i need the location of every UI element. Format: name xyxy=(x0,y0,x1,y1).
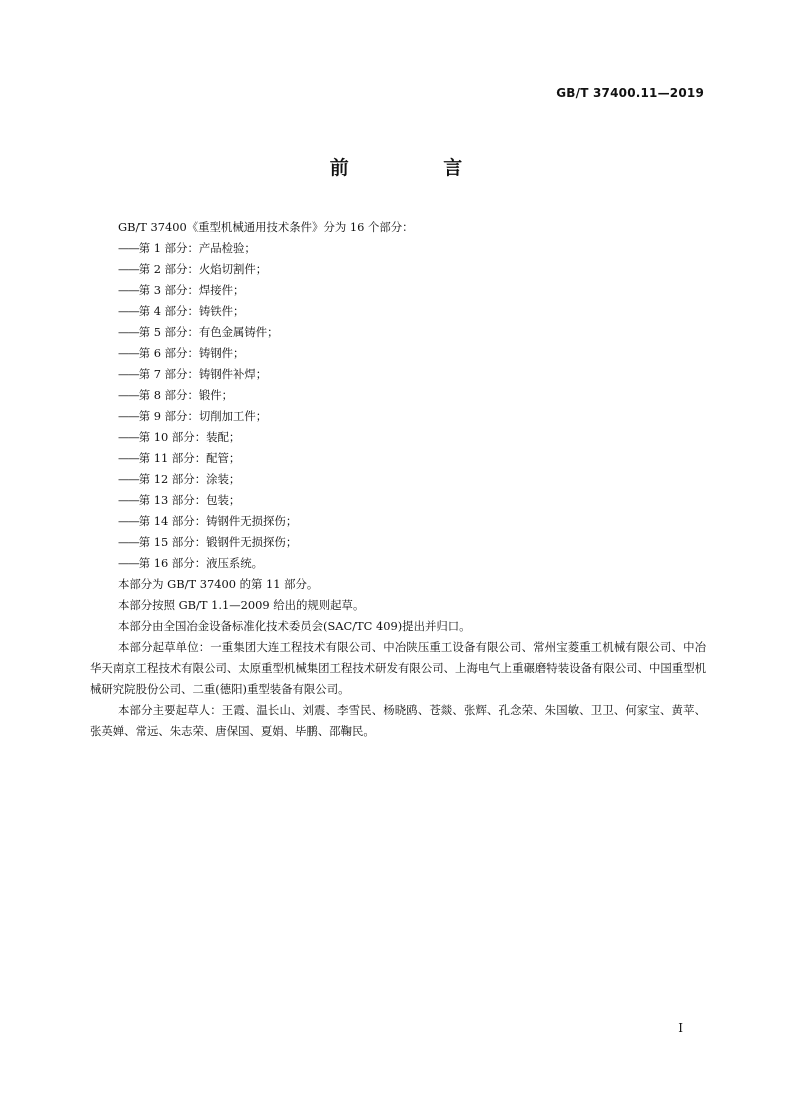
list-item xyxy=(90,301,706,322)
standard-code: GB/T 37400.11—2019 xyxy=(556,86,704,100)
drafters-paragraph: 本部分主要起草人：王霞、温长山、刘震、李雪民、杨晓鸥、苍燚、张辉、孔念荣、朱国敏、卫卫、何家宝、黄苹、张英婵、常远、朱志荣、唐保国、夏娟、毕鹏、邵鞠民。 xyxy=(90,703,706,738)
part-title: 第 10 部分：装配； xyxy=(138,430,241,444)
part-title: 第 1 部分：产品检验； xyxy=(138,241,256,255)
em-dash: —— xyxy=(118,283,139,297)
list-item xyxy=(90,490,706,511)
em-dash: —— xyxy=(118,535,139,549)
list-item xyxy=(90,469,706,490)
list-item xyxy=(90,532,706,553)
em-dash: —— xyxy=(118,430,139,444)
list-item xyxy=(90,343,706,364)
em-dash: —— xyxy=(118,556,139,570)
page-title: 前 言 xyxy=(329,157,507,179)
em-dash: —— xyxy=(118,388,139,402)
em-dash: —— xyxy=(118,304,139,318)
intro-paragraph: GB/T 37400《重型机械通用技术条件》分为 16 个部分： xyxy=(118,220,414,234)
part-title: 第 15 部分：锻钢件无损探伤； xyxy=(138,535,298,549)
em-dash: —— xyxy=(118,241,139,255)
em-dash: —— xyxy=(118,262,139,276)
proposed-by-paragraph: 本部分由全国冶金设备标准化技术委员会(SAC/TC 409)提出并归口。 xyxy=(118,619,471,633)
part-of-paragraph: 本部分为 GB/T 37400 的第 11 部分。 xyxy=(118,577,319,591)
em-dash: —— xyxy=(118,493,139,507)
foreword-body xyxy=(90,217,706,742)
part-title: 第 4 部分：铸铁件； xyxy=(138,304,245,318)
em-dash: —— xyxy=(118,451,139,465)
em-dash: —— xyxy=(118,346,139,360)
part-title: 第 13 部分：包装； xyxy=(138,493,241,507)
part-title: 第 11 部分：配管； xyxy=(138,451,241,465)
part-title: 第 2 部分：火焰切割件； xyxy=(138,262,268,276)
drafting-units-paragraph: 本部分起草单位：一重集团大连工程技术有限公司、中冶陕压重工设备有限公司、常州宝菱重工机械有限公司、中冶华天南京工程技术有限公司、太原重型机械集团工程技术研发有限公司、上海电气上重碾磨特装设备有限公司、中国重型机械研究院股份公司、二重(德阳)重型装备有限公司。 xyxy=(90,640,706,696)
list-item xyxy=(90,364,706,385)
part-title: 第 12 部分：涂装； xyxy=(138,472,241,486)
part-title: 第 7 部分：铸钢件补焊； xyxy=(138,367,268,381)
list-item xyxy=(90,553,706,574)
part-title: 第 14 部分：铸钢件无损探伤； xyxy=(138,514,298,528)
list-item xyxy=(90,511,706,532)
em-dash: —— xyxy=(118,367,139,381)
em-dash: —— xyxy=(118,514,139,528)
part-title: 第 3 部分：焊接件； xyxy=(138,283,245,297)
list-item xyxy=(90,280,706,301)
page-number: I xyxy=(678,1021,683,1035)
part-title: 第 16 部分：液压系统。 xyxy=(138,556,264,570)
list-item xyxy=(90,448,706,469)
em-dash: —— xyxy=(118,472,139,486)
list-item xyxy=(90,259,706,280)
part-title: 第 5 部分：有色金属铸件； xyxy=(138,325,279,339)
em-dash: —— xyxy=(118,409,139,423)
part-title: 第 9 部分：切削加工件； xyxy=(138,409,268,423)
list-item xyxy=(90,238,706,259)
part-title: 第 8 部分：锻件； xyxy=(138,388,234,402)
list-item xyxy=(90,385,706,406)
part-title: 第 6 部分：铸钢件； xyxy=(138,346,245,360)
parts-list xyxy=(90,238,706,574)
list-item xyxy=(90,406,706,427)
list-item xyxy=(90,322,706,343)
list-item xyxy=(90,427,706,448)
em-dash: —— xyxy=(118,325,139,339)
drafting-rule-paragraph: 本部分按照 GB/T 1.1—2009 给出的规则起草。 xyxy=(118,598,365,612)
